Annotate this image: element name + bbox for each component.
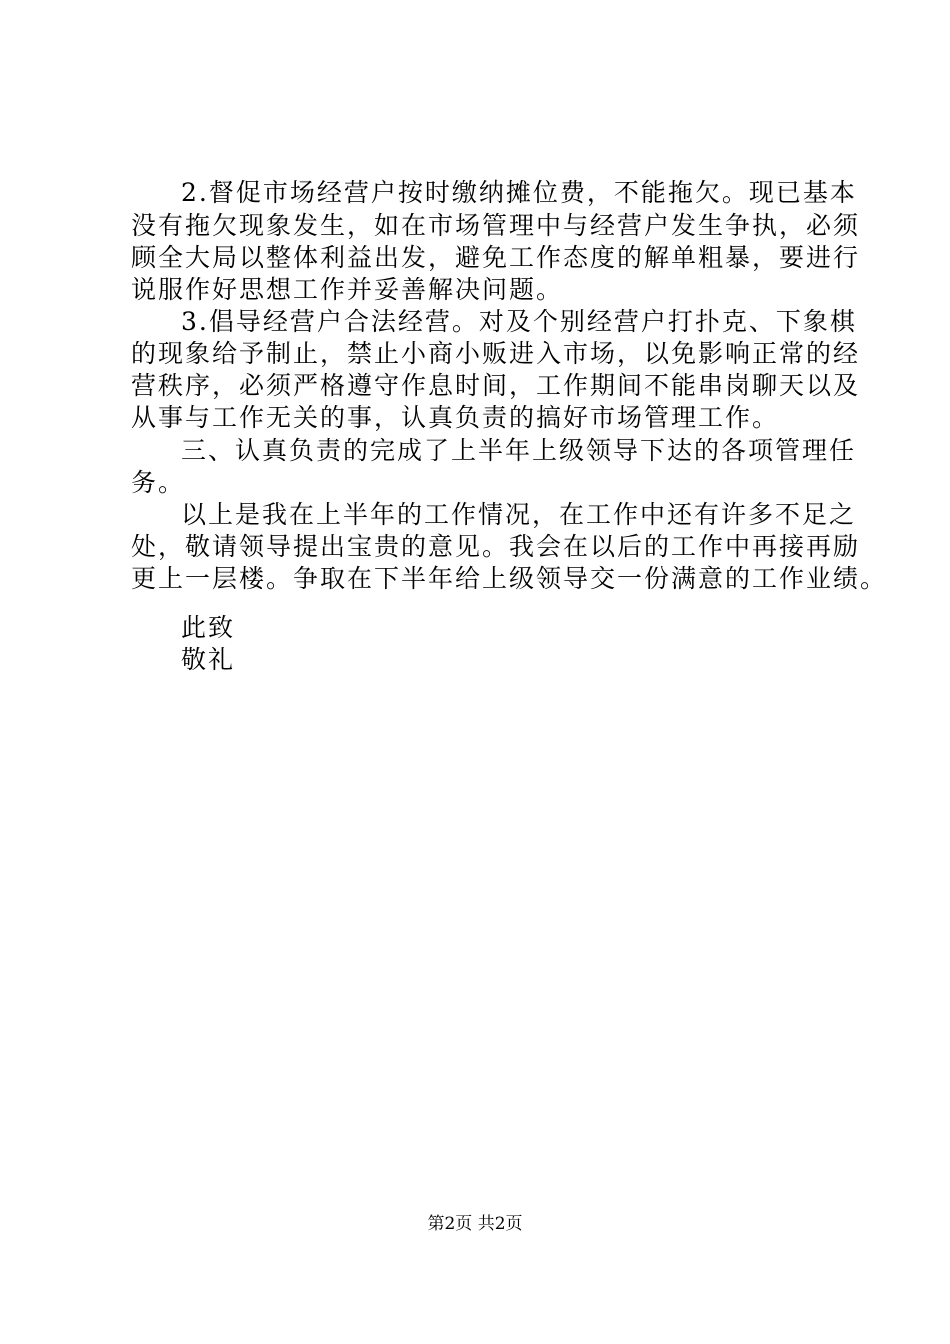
paragraph-3-line-1: 3.倡导经营户合法经营。对及个别经营户打扑克、下象棋 xyxy=(181,307,857,336)
section-3-line-2: 务。 xyxy=(131,468,186,497)
section-3-line-1: 三、认真负责的完成了上半年上级领导下达的各项管理任 xyxy=(181,436,857,465)
page-footer: 第2页 共2页 xyxy=(427,1214,523,1234)
paragraph-2-line-1: 2.督促市场经营户按时缴纳摊位费，不能拖欠。现已基本 xyxy=(181,178,857,207)
paragraph-2-line-2: 没有拖欠现象发生，如在市场管理中与经营户发生争执，必须 xyxy=(131,211,861,240)
paragraph-3-line-4: 从事与工作无关的事，认真负责的搞好市场管理工作。 xyxy=(131,403,780,432)
paragraph-3-line-2: 的现象给予制止，禁止小商小贩进入市场，以免影响正常的经 xyxy=(131,339,861,368)
conclusion-line-2: 处，敬请领导提出宝贵的意见。我会在以后的工作中再接再励 xyxy=(131,532,861,561)
paragraph-2-line-4: 说服作好思想工作并妥善解决问题。 xyxy=(131,275,564,304)
closing-line-2: 敬礼 xyxy=(181,645,236,674)
conclusion-line-3: 更上一层楼。争取在下半年给上级领导交一份满意的工作业绩。 xyxy=(131,564,888,593)
paragraph-2-line-3: 顾全大局以整体利益出发，避免工作态度的解单粗暴，要进行 xyxy=(131,243,861,272)
conclusion-line-1: 以上是我在上半年的工作情况，在工作中还有许多不足之 xyxy=(181,500,857,529)
closing-line-1: 此致 xyxy=(181,613,236,642)
paragraph-3-line-3: 营秩序，必须严格遵守作息时间，工作期间不能串岗聊天以及 xyxy=(131,371,861,400)
